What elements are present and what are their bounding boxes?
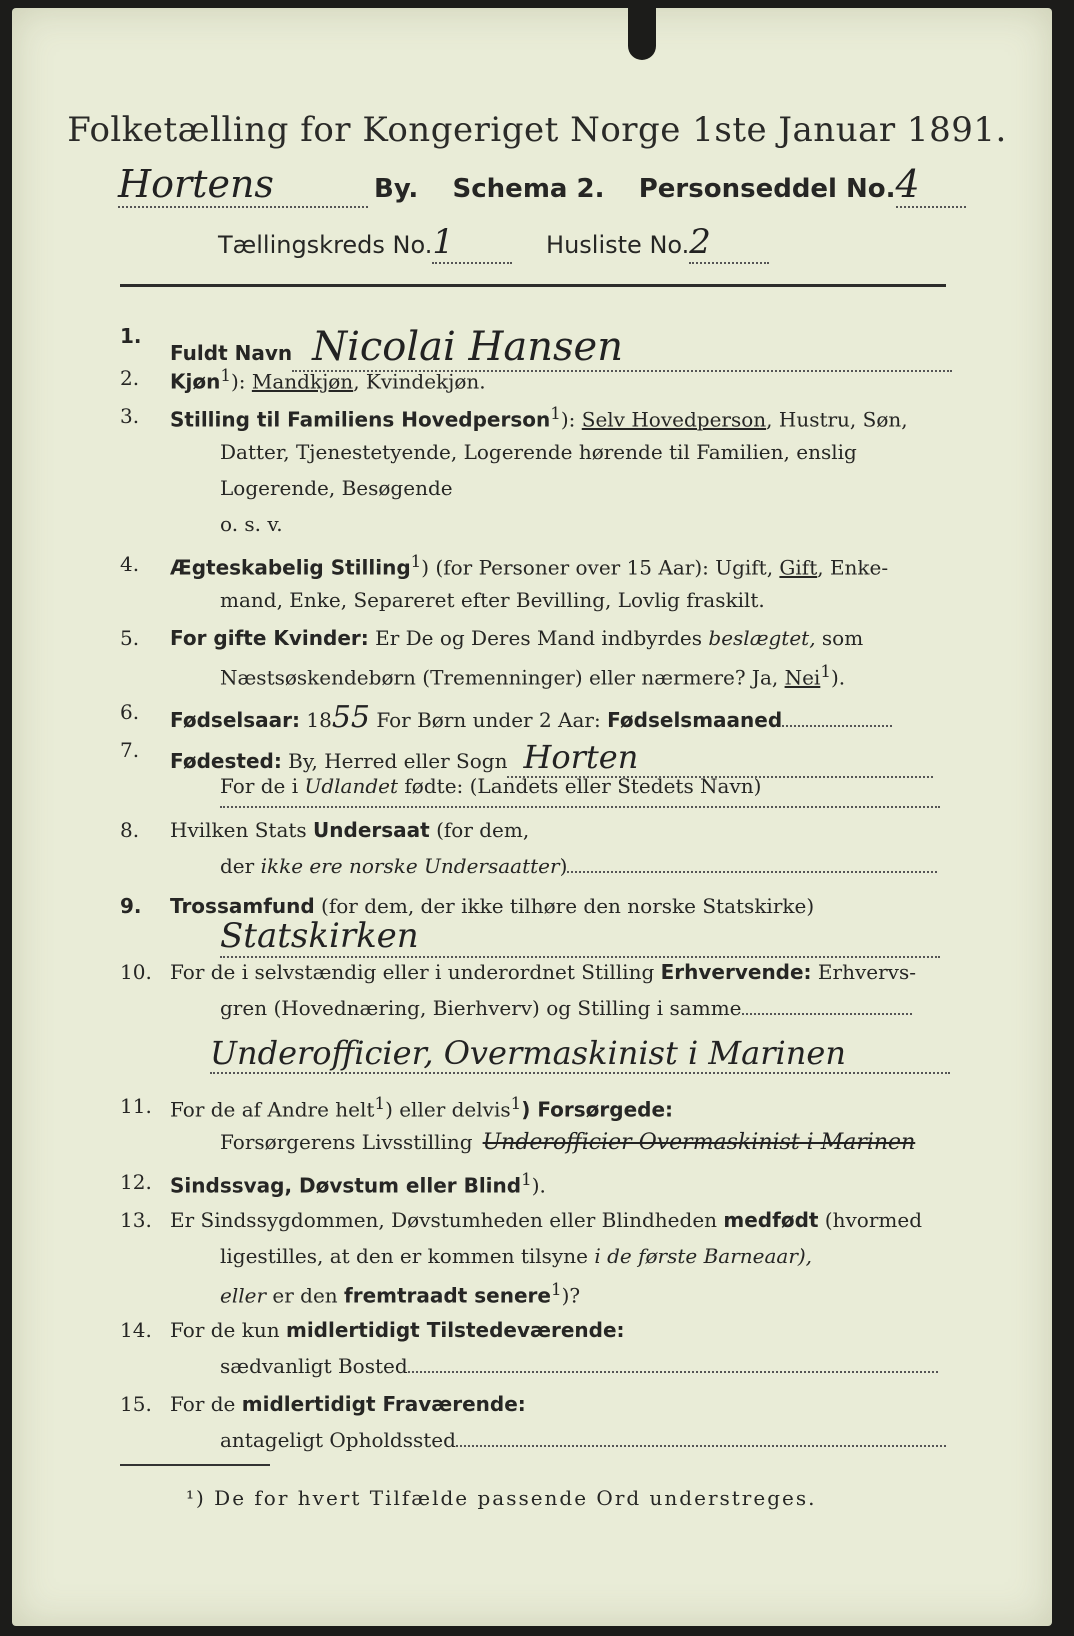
kreds-row [218, 222, 769, 264]
q5-line1-rest: Er De og Deres Mand indbyrdes [368, 626, 709, 650]
q12-label: Sindssvag, Døvstum eller Blind [170, 1173, 522, 1198]
q9-value-line [220, 916, 940, 958]
q9-value: Statskirken [220, 916, 419, 956]
q13-line3-mid: er den [266, 1283, 345, 1308]
q8-line2-post: ) [559, 854, 568, 878]
schema-label: Schema 2. [452, 174, 605, 204]
q14-line2-text: sædvanligt Bosted [220, 1354, 408, 1378]
form-title: Folketælling for Kongeriget Norge 1ste Januar 1891. [67, 110, 1007, 150]
q3-line4: o. s. v. [220, 512, 283, 536]
q7-line2-pre: For de i [220, 774, 305, 798]
q5-line2-pre: Næstsøskendebørn (Tremenninger) eller nærmere? Ja, [220, 665, 785, 690]
footnote: ¹) De for hvert Tilfælde passende Ord understreges. [186, 1486, 817, 1510]
q10-value: Underofficier, Overmaskinist i Marinen [210, 1034, 846, 1072]
q15-line2 [220, 1428, 946, 1452]
q11-label: ) Forsørgede: [521, 1097, 674, 1122]
q10-line2 [220, 996, 912, 1020]
q13-number: 13. [120, 1208, 152, 1232]
q9-number: 9. [120, 894, 142, 918]
q1-value: Nicolai Hansen [292, 324, 952, 372]
q10-line1-pre: For de i selvstændig eller i underordnet Stilling [170, 960, 661, 984]
q13-fremtraadt: fremtraadt senere [344, 1283, 551, 1308]
q2-label: Kjøn [170, 369, 221, 394]
q3-line3: Logerende, Besøgende [220, 476, 453, 500]
q13-line2-italic: i de første Barneaar), [594, 1244, 813, 1268]
q13-line3-italic: eller [220, 1283, 267, 1308]
q11-line1-pre: For de af Andre helt [170, 1097, 375, 1122]
city-label: By. [374, 174, 419, 204]
husliste-value: 2 [689, 222, 769, 264]
q1-label: Fuldt Navn [170, 341, 293, 365]
husliste-label: Husliste No. [546, 231, 690, 259]
q12-number: 12. [120, 1170, 152, 1194]
q8-line2-italic: ikke ere norske Undersaatter [260, 854, 560, 878]
q8-line1-post: (for dem, [429, 818, 530, 842]
q2-option-rest: , Kvindekjøn. [353, 369, 486, 394]
q6-number: 6. [120, 700, 140, 724]
header-rule [120, 284, 946, 287]
q4-sup: 1 [410, 552, 422, 571]
q4-number: 4. [120, 552, 140, 576]
q2-sup: 1 [220, 366, 231, 385]
q14-label: midlertidigt Tilstedeværende: [285, 1318, 625, 1342]
q14-line1-pre: For de kun [170, 1318, 286, 1342]
kreds-label: Tællingskreds No. [218, 231, 433, 259]
q15-label: midlertidigt Fraværende: [241, 1392, 526, 1416]
q3-line2: Datter, Tjenestetyende, Logerende hørende til Familien, enslig [220, 440, 857, 464]
q5-number: 5. [120, 626, 140, 650]
q13-medfodt: medfødt [723, 1208, 819, 1232]
q15-line2-text: antageligt Opholdssted [220, 1428, 456, 1452]
q7-value: Horten [507, 738, 933, 778]
q11-line2-text: Forsørgerens Livsstilling [220, 1130, 473, 1154]
q10-line2-text: gren (Hovednæring, Bierhverv) og Stilling i samme [220, 996, 742, 1020]
q10-number: 10. [120, 960, 152, 984]
q3-sup: 1 [550, 404, 561, 423]
q7-line1-rest: By, Herred eller Sogn [281, 749, 508, 773]
q4-line2: mand, Enke, Separeret efter Bevilling, Lovlig fraskilt. [220, 588, 765, 612]
kreds-value: 1 [432, 222, 512, 264]
q7-label: Fødested: [170, 749, 282, 773]
q6-label2: Fødselsmaaned [607, 708, 783, 732]
q6-prefix: 18 [300, 708, 332, 732]
q3-number: 3. [120, 404, 140, 428]
q4-option-selected: Gift [779, 555, 818, 580]
q1-number: 1. [120, 324, 142, 348]
city-value: Hortens [118, 162, 368, 208]
q13-line2-pre: ligestilles, at den er kommen tilsyne [220, 1244, 595, 1268]
paper-notch [628, 8, 656, 60]
q14-line2 [220, 1354, 938, 1378]
q8-line2-pre: der [220, 854, 261, 878]
footnote-rule [120, 1464, 270, 1466]
q11-number: 11. [120, 1094, 152, 1118]
q5-line2-post: ). [830, 665, 846, 690]
q4-label: Ægteskabelig Stilling [170, 555, 411, 580]
q5-beslaegtet: beslægtet, [708, 626, 816, 650]
q6-label: Fødselsaar: [170, 708, 300, 732]
personseddel-label: Personseddel No. [638, 174, 896, 204]
q11-line1-mid: ) eller delvis [385, 1097, 511, 1122]
q13-line2 [220, 1244, 812, 1268]
q9-label: Trossamfund [170, 894, 315, 918]
q5-line2: Næstsøskendebørn (Tremenninger) eller nærmere? Ja, Nei$^1$). [220, 662, 846, 690]
q6-value: 55 [331, 700, 370, 735]
q2-number: 2. [120, 366, 140, 390]
q10-line1-post: Erhvervs- [811, 960, 916, 984]
q8-line1-pre: Hvilken Stats [170, 818, 314, 842]
q13-line1-pre: Er Sindssygdommen, Døvstumheden eller Blindheden [170, 1208, 724, 1232]
q5-label: For gifte Kvinder: [170, 626, 369, 650]
q2-option-selected: Mandkjøn [251, 369, 354, 394]
q14-number: 14. [120, 1318, 152, 1342]
q13-line3-post: )? [561, 1283, 581, 1308]
q3-option-selected: Selv Hovedperson [581, 407, 767, 432]
q4-line1-pre: ) (for Personer over 15 Aar): Ugift, [421, 555, 780, 580]
q10-label: Erhvervende: [660, 960, 812, 984]
q3-line1-rest: , Hustru, Søn, [766, 407, 908, 432]
q7-number: 7. [120, 738, 140, 762]
q5-som: som [815, 626, 864, 650]
q5-option-selected: Nei [784, 665, 821, 690]
personseddel-value: 4 [896, 162, 966, 208]
q7-line2 [220, 774, 761, 798]
q9-line1-rest: (for dem, der ikke tilhøre den norske Statskirke) [314, 894, 815, 918]
q7-udlandet: Udlandet [304, 774, 399, 798]
q7-blank-line [220, 806, 940, 808]
q8-label: Undersaat [313, 818, 430, 842]
q3-label: Stilling til Familiens Hovedperson [170, 407, 551, 432]
q10-value-line [210, 1034, 950, 1074]
q4-line1-post: , Enke- [817, 555, 889, 580]
q8-line2 [220, 854, 937, 878]
q15-number: 15. [120, 1392, 152, 1416]
city-row [118, 162, 966, 208]
q12-post: ). [531, 1173, 546, 1198]
q8-number: 8. [120, 818, 140, 842]
q13-line1-post: (hvormed [818, 1208, 922, 1232]
q7-line2-post: fødte: (Landets eller Stedets Navn) [398, 774, 762, 798]
q6-mid: For Børn under 2 Aar: [370, 708, 608, 732]
q11-line2 [220, 1130, 915, 1155]
q15-line1-pre: For de [170, 1392, 242, 1416]
q13-line3: eller er den fremtraadt senere$^1$)? [220, 1280, 581, 1308]
q11-value: Underofficier Overmaskinist i Marinen [482, 1130, 916, 1155]
